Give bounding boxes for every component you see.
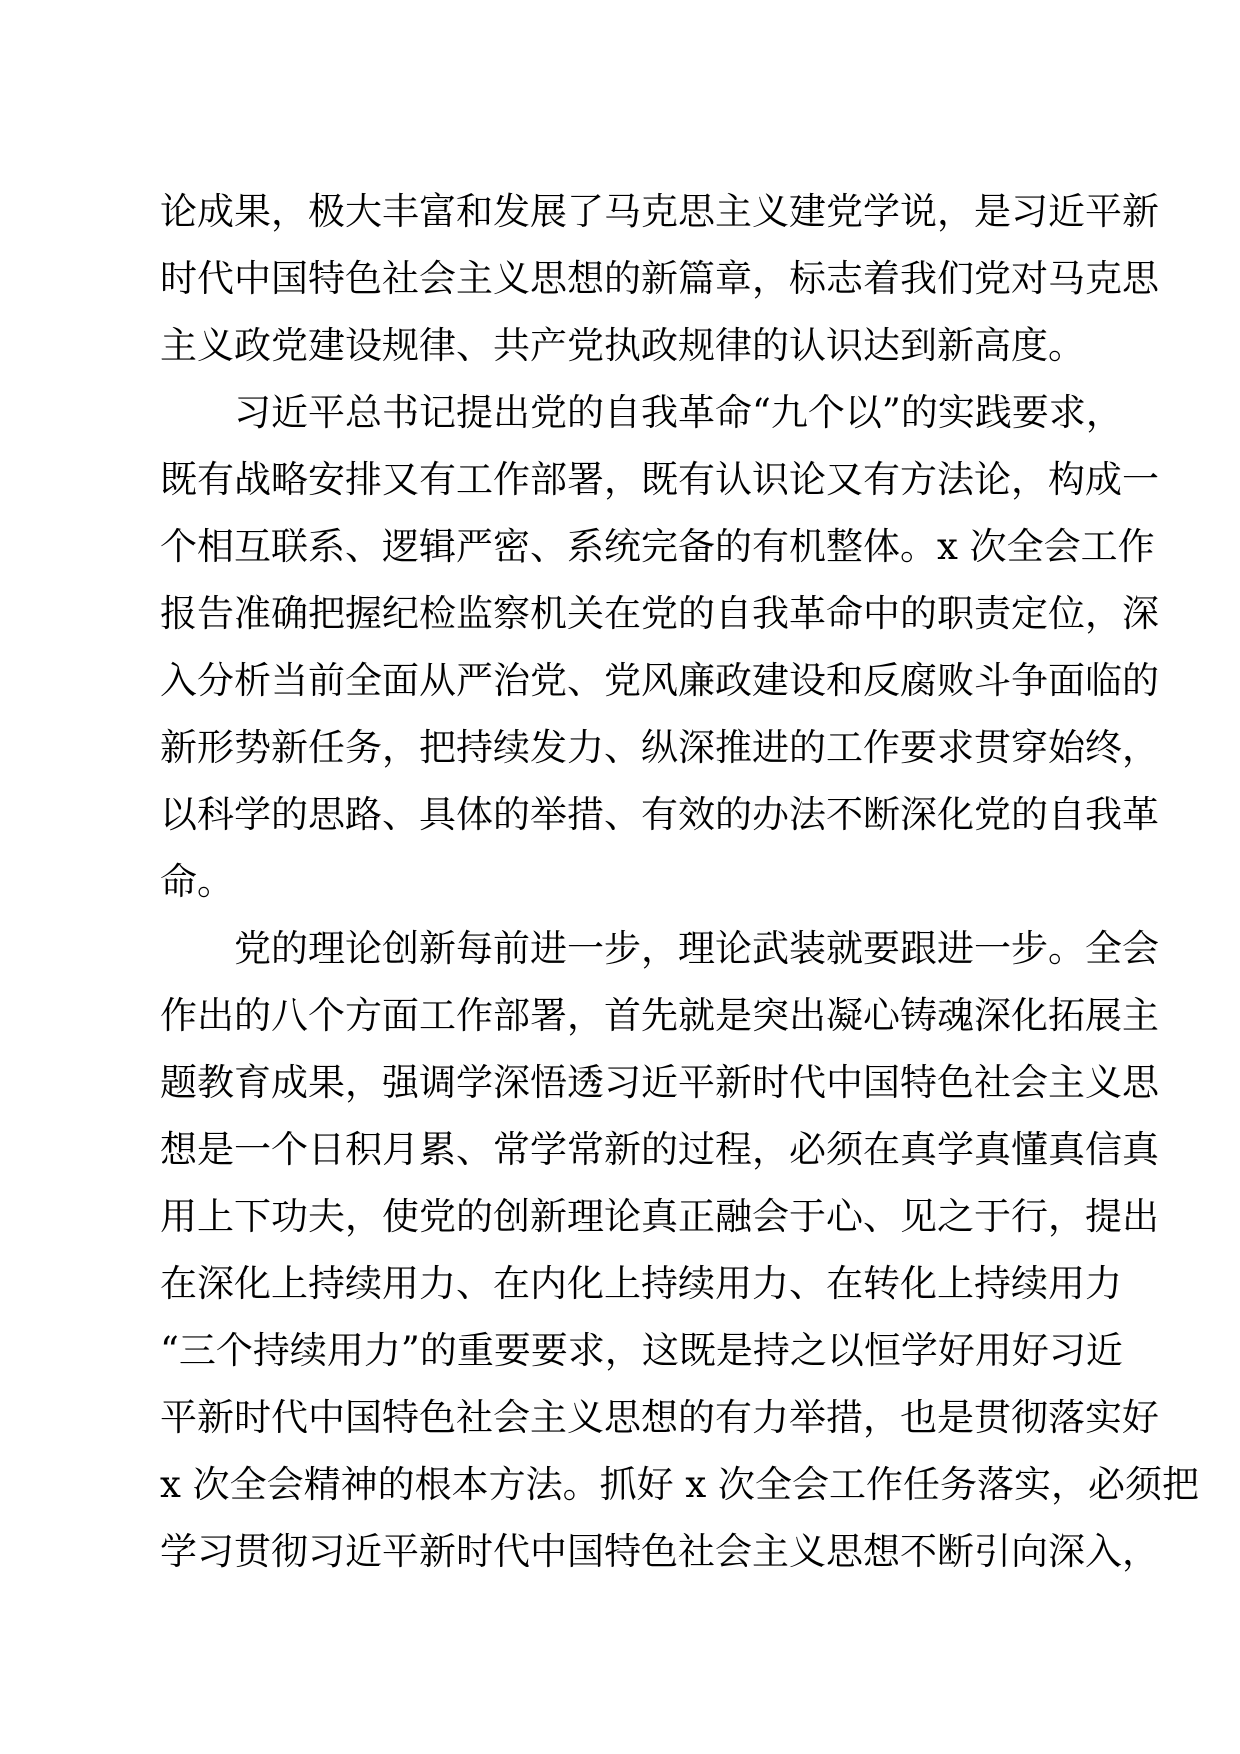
text-line: 党的理论创新每前进一步，理论武装就要跟进一步。全会 [234,927,1159,970]
text-line: 以科学的思路、具体的举措、有效的办法不断深化党的自我革 [160,793,1159,836]
text-line: 学习贯彻习近平新时代中国特色社会主义思想不断引向深入， [160,1530,1159,1573]
text-line: 命。 [160,860,234,903]
text-line: 时代中国特色社会主义思想的新篇章，标志着我们党对马克思 [160,257,1159,300]
text-line: 想是一个日积月累、常学常新的过程，必须在真学真懂真信真 [160,1128,1159,1171]
text-line: 既有战略安排又有工作部署，既有认识论又有方法论，构成一 [160,458,1159,501]
text-line: 个相互联系、逻辑严密、系统完备的有机整体。x 次全会工作 [160,525,1155,568]
text-line: 论成果，极大丰富和发展了马克思主义建党学说，是习近平新 [160,190,1159,233]
text-line: 题教育成果，强调学深悟透习近平新时代中国特色社会主义思 [160,1061,1159,1104]
text-line: 新形势新任务，把持续发力、纵深推进的工作要求贯穿始终， [160,726,1159,769]
text-line: 主义政党建设规律、共产党执政规律的认识达到新高度。 [160,324,1085,367]
text-line: 作出的八个方面工作部署，首先就是突出凝心铸魂深化拓展主 [160,994,1159,1037]
text-line: 用上下功夫，使党的创新理论真正融会于心、见之于行，提出 [160,1195,1159,1238]
text-line: “三个持续用力”的重要要求，这既是持之以恒学好用好习近 [160,1329,1123,1372]
text-line: 入分析当前全面从严治党、党风廉政建设和反腐败斗争面临的 [160,659,1159,702]
text-line: 平新时代中国特色社会主义思想的有力举措，也是贯彻落实好 [160,1396,1159,1439]
text-line: 在深化上持续用力、在内化上持续用力、在转化上持续用力 [160,1262,1122,1305]
text-line: 报告准确把握纪检监察机关在党的自我革命中的职责定位，深 [160,592,1159,635]
text-line: 习近平总书记提出党的自我革命“九个以”的实践要求， [234,391,1123,434]
document-body [160,178,1200,1585]
text-line: x 次全会精神的根本方法。抓好 x 次全会工作任务落实，必须把 [160,1463,1200,1506]
